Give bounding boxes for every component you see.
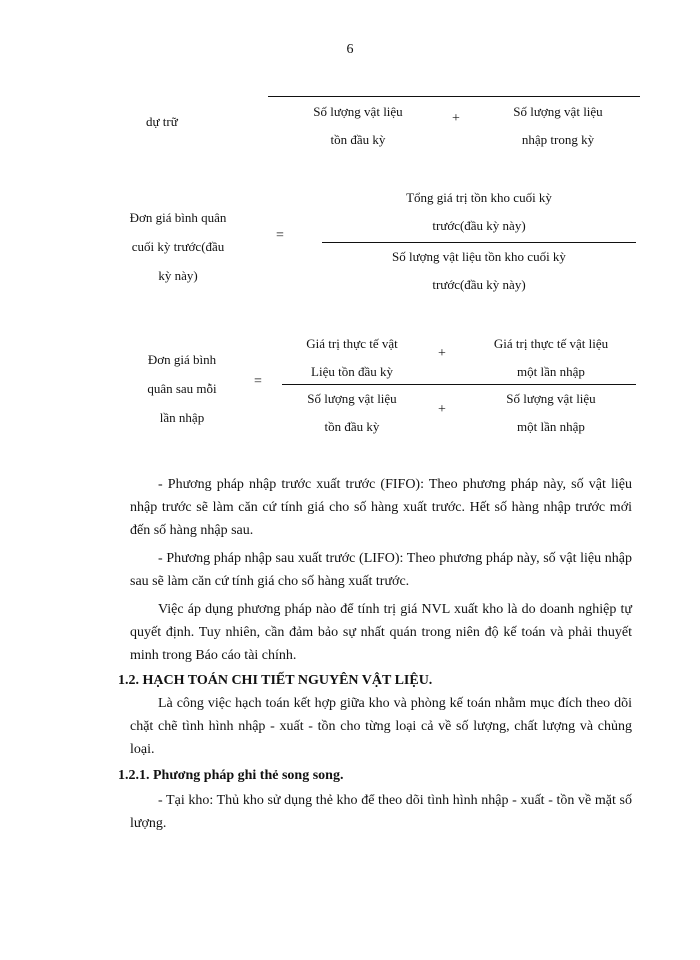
formula-cuoi-ky-num-line1: Tổng giá trị tồn kho cuối kỳ <box>406 190 552 205</box>
paragraph-apply: Việc áp dụng phương pháp nào để tính trị giá NVL xuất kho là do doanh nghiệp tự quyết định. Tuy nhiên, cần đảm bảo sự nhất quán trong niên độ kế toán và phải thuyết minh trong Báo cáo tài chính. <box>130 602 632 663</box>
formula-moi-lan-den-a-line1: Số lượng vật liệu <box>307 391 397 406</box>
plus-operator: + <box>452 111 460 126</box>
formula-cuoi-ky-num-line2: trước(đầu kỳ này) <box>432 218 526 233</box>
formula-du-tru-term1-line1: Số lượng vật liệu <box>313 104 403 119</box>
formula-moi-lan-num-b <box>468 330 634 386</box>
formula-moi-lan-den-b-line1: Số lượng vật liệu <box>506 391 596 406</box>
formula-moi-lan-den-a <box>282 385 422 441</box>
formula-cuoi-ky-den-line2: trước(đầu kỳ này) <box>432 277 526 292</box>
paragraph-lifo: - Phương pháp nhập sau xuất trước (LIFO): Theo phương pháp này, số vật liệu nhập sau sẽ làm căn cứ tính giá cho số hàng xuất trước. <box>130 551 632 589</box>
formula-cuoi-ky-label-line1: Đơn giá bình quân <box>129 210 227 225</box>
formula-du-tru-term2-line2: nhập trong kỳ <box>521 132 595 147</box>
formula-cuoi-ky-label <box>112 203 244 290</box>
formula-moi-lan-num-a <box>282 330 422 386</box>
formula-moi-lan-label-line2: quân sau mỗi <box>147 381 217 396</box>
formula-moi-lan-label-line1: Đơn giá bình <box>147 352 217 367</box>
formula-du-tru-label: dự trữ <box>146 114 178 129</box>
formula-cuoi-ky-label-line2: cuối kỳ trước(đầu <box>131 239 225 254</box>
formula-du-tru-term1 <box>278 98 438 154</box>
formula-cuoi-ky-denominator <box>322 243 636 299</box>
formula-cuoi-ky-den-line1: Số lượng vật liệu tồn kho cuối kỳ <box>392 249 566 264</box>
formula-du-tru-term2-line1: Số lượng vật liệu <box>513 104 603 119</box>
equals-sign: = <box>254 374 262 389</box>
formula-moi-lan-num-a-line2: Liệu tồn đầu kỳ <box>311 364 393 379</box>
formula-moi-lan-label <box>112 345 252 432</box>
formula-cuoi-ky-numerator <box>322 184 636 240</box>
plus-operator: + <box>438 346 446 361</box>
formula-cuoi-ky-label-line3: kỳ này) <box>158 268 198 283</box>
formula-du-tru-term1-line2: tồn đầu kỳ <box>330 132 386 147</box>
section-heading-1-2: 1.2. HẠCH TOÁN CHI TIẾT NGUYÊN VẬT LIỆU. <box>118 673 433 688</box>
formula-moi-lan-den-b-line2: một lần nhập <box>517 419 585 434</box>
paragraph-section-1-2: Là công việc hạch toán kết hợp giữa kho và phòng kế toán nhằm mục đích theo dõi chặt chẽ tình hình nhập - xuất - tồn cho từng loại cả về số lượng, chất lượng và chủng loại. <box>130 696 632 757</box>
section-heading-1-2-1: 1.2.1. Phương pháp ghi thẻ song song. <box>118 768 344 783</box>
paragraph-fifo: - Phương pháp nhập trước xuất trước (FIFO): Theo phương pháp này, số vật liệu nhập trước sẽ làm căn cứ tính giá cho số hàng xuất trước. Hết số hàng nhập trước mới đến số hàng nhập sau. <box>130 477 632 538</box>
page-number: 6 <box>346 42 354 57</box>
fraction-bar-du-tru <box>268 96 640 97</box>
formula-moi-lan-den-b <box>468 385 634 441</box>
equals-sign: = <box>276 228 284 243</box>
formula-moi-lan-num-b-line2: một lần nhập <box>517 364 585 379</box>
formula-moi-lan-den-a-line2: tồn đầu kỳ <box>324 419 380 434</box>
formula-moi-lan-num-a-line1: Giá trị thực tế vật <box>306 336 398 351</box>
plus-operator: + <box>438 402 446 417</box>
formula-moi-lan-label-line3: lần nhập <box>159 410 205 425</box>
formula-moi-lan-num-b-line1: Giá trị thực tế vật liệu <box>493 336 609 351</box>
formula-du-tru-term2 <box>478 98 638 154</box>
paragraph-tai-kho: - Tại kho: Thủ kho sử dụng thẻ kho để theo dõi tình hình nhập - xuất - tồn về mặt số lượng. <box>130 793 632 831</box>
